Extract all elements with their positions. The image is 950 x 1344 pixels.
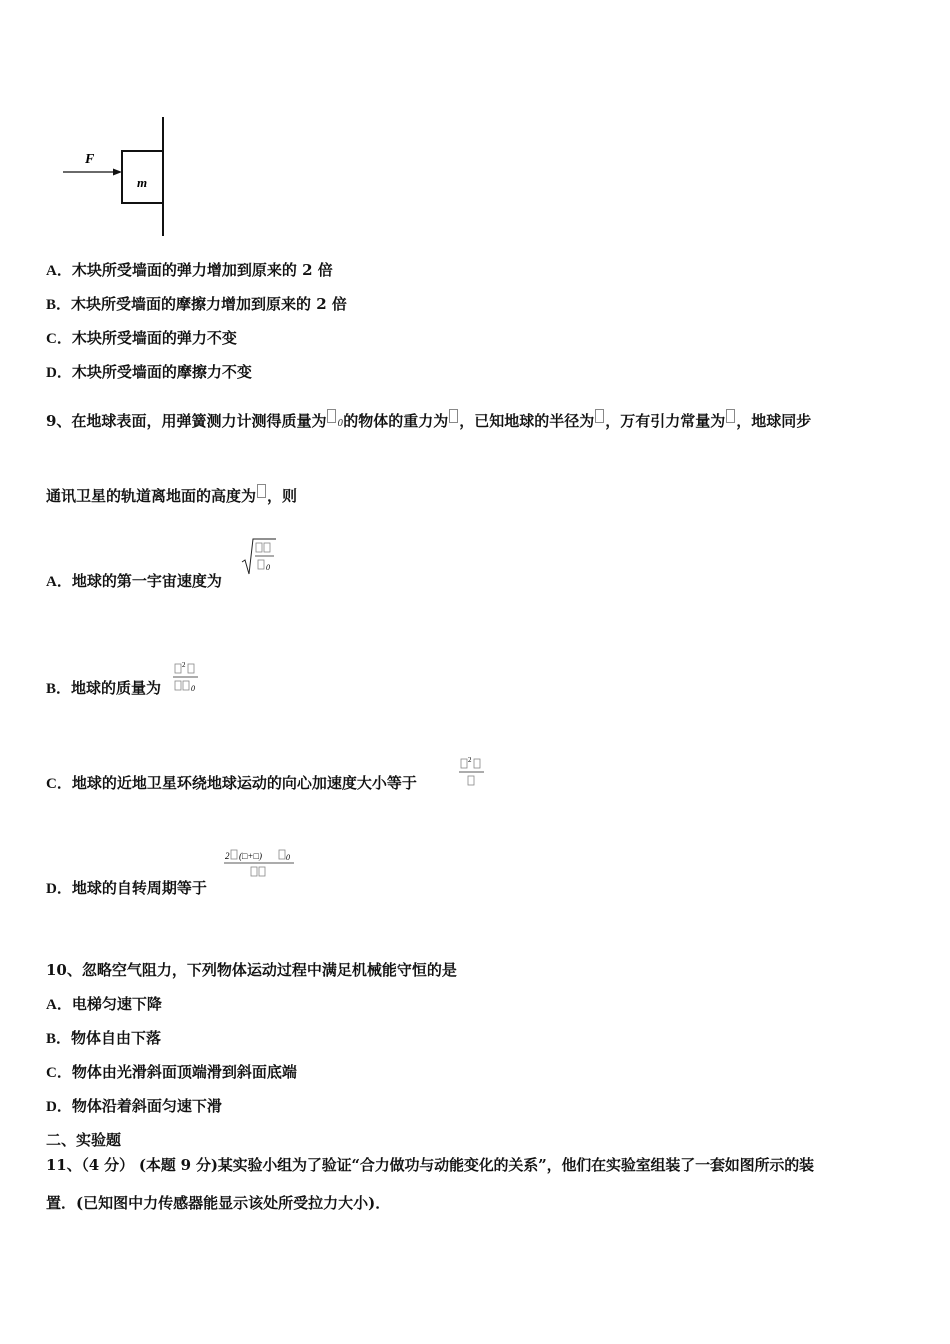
- superscript: 2: [182, 661, 186, 669]
- q9-option-d: [46, 878, 207, 899]
- force-label: F: [85, 152, 95, 167]
- option-text: 电梯匀速下降: [71, 995, 162, 1013]
- option-text: 地球的自转周期等于: [71, 879, 207, 897]
- option-letter: A．: [46, 997, 72, 1013]
- fraction-formula-c: [458, 753, 488, 793]
- option-text: 木块所受墙面的弹力不变: [71, 329, 237, 347]
- force-arrow-head: [113, 169, 122, 176]
- q9-text-part: 9、在地球表面，用弹簧测力计测得质量为: [46, 412, 327, 430]
- symbol-placeholder: [257, 484, 266, 498]
- symbol-placeholder: [726, 409, 735, 423]
- option-text: 地球的近地卫星环绕地球运动的向心加速度大小等于: [71, 774, 417, 792]
- option-letter: D．: [46, 881, 72, 897]
- q11-stem-line2: 置．(已知图中力传感器能显示该处所受拉力大小)．: [46, 1194, 391, 1212]
- option-text: 地球的质量为: [71, 679, 162, 697]
- q10-stem: 10、忽略空气阻力，下列物体运动过程中满足机械能守恒的是: [46, 961, 457, 979]
- option-letter: D．: [46, 365, 72, 381]
- superscript: 2: [468, 756, 472, 764]
- option-text: 木块所受墙面的弹力增加到原来的 2 倍: [71, 261, 333, 279]
- q10-option-c: [46, 1062, 297, 1083]
- option-letter: B．: [46, 1031, 72, 1047]
- option-text: 地球的第一宇宙速度为: [71, 572, 222, 590]
- q8-option-a: [46, 260, 333, 281]
- force-block-wall-figure: [55, 112, 185, 242]
- option-text: 木块所受墙面的摩擦力增加到原来的 2 倍: [71, 295, 347, 313]
- option-letter: A．: [46, 574, 72, 590]
- option-text: 物体由光滑斜面顶端滑到斜面底端: [71, 1063, 297, 1081]
- option-letter: C．: [46, 776, 72, 792]
- q9-stem-line1: [46, 409, 811, 434]
- mass-label: m: [137, 175, 148, 190]
- q8-option-c: [46, 328, 237, 349]
- option-letter: D．: [46, 1099, 72, 1115]
- subscript: 0: [337, 419, 344, 429]
- symbol-placeholder: [327, 409, 336, 423]
- subscript: 0: [286, 853, 290, 862]
- q10-option-d: [46, 1096, 222, 1117]
- q9-text-part: 的物体的重力为: [343, 412, 449, 430]
- option-letter: B．: [46, 297, 72, 313]
- formula-numerator-sum: (□+□): [239, 851, 262, 861]
- fraction-formula-d: [222, 845, 297, 881]
- option-text: 物体沿着斜面匀速下滑: [71, 1097, 222, 1115]
- q9-text-part: ，已知地球的半径为: [459, 412, 595, 430]
- q9-option-b: [46, 678, 161, 699]
- section-title: 二、实验题: [46, 1131, 122, 1149]
- q9-text-part: ，地球同步: [736, 412, 812, 430]
- fraction-formula-b: [172, 658, 202, 698]
- option-text: 物体自由下落: [71, 1029, 162, 1047]
- q8-option-d: [46, 362, 252, 383]
- symbol-placeholder: [449, 409, 458, 423]
- subscript: 0: [266, 563, 270, 572]
- subscript: 0: [191, 684, 195, 693]
- q9-text-part: ，万有引力常量为: [605, 412, 726, 430]
- q11-stem-line1: 11、（4 分） (本题 9 分)某实验小组为了验证“合力做功与动能变化的关系”，他们在实验室组装了一套如图所示的装: [46, 1156, 814, 1174]
- symbol-placeholder: [595, 409, 604, 423]
- option-letter: C．: [46, 331, 72, 347]
- q10-option-b: [46, 1028, 161, 1049]
- q9-stem-line2: [46, 484, 297, 506]
- option-text: 木块所受墙面的摩擦力不变: [71, 363, 252, 381]
- q9-option-c: [46, 773, 417, 794]
- q8-option-b: [46, 294, 347, 315]
- q9-text-part: ，则: [267, 487, 298, 505]
- q9-text-part: 通讯卫星的轨道离地面的高度为: [46, 487, 257, 505]
- sqrt-formula-a: [240, 536, 280, 578]
- option-letter: C．: [46, 1065, 72, 1081]
- q10-option-a: [46, 994, 162, 1015]
- option-letter: A．: [46, 263, 72, 279]
- q9-option-a: [46, 571, 222, 592]
- formula-numerator-prefix: 2: [225, 851, 230, 861]
- option-letter: B．: [46, 681, 72, 697]
